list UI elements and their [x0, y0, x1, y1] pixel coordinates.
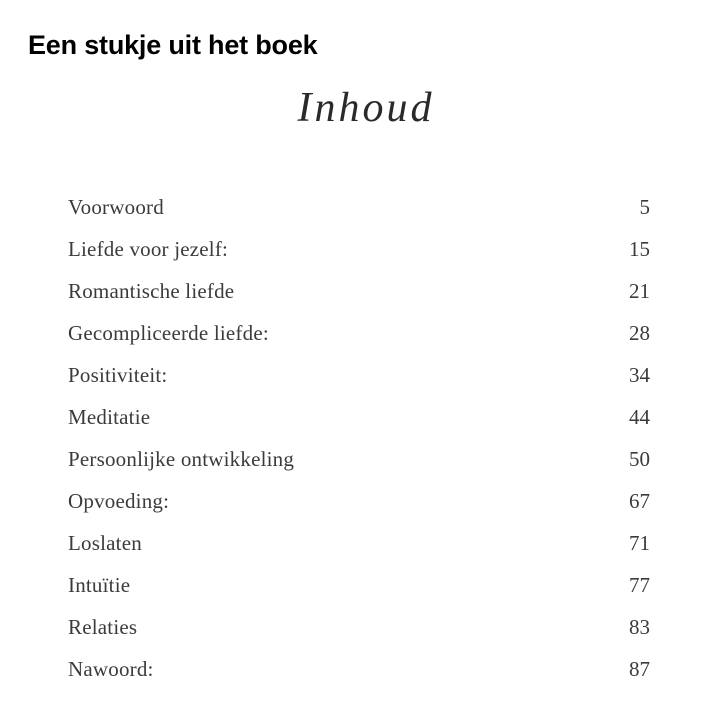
toc-entry: [68, 447, 650, 489]
toc-entry-label: Positiviteit:: [68, 363, 168, 387]
toc-entry: [68, 237, 650, 279]
toc-entry: [68, 195, 650, 237]
toc-entry-label: Gecompliceerde liefde:: [68, 321, 269, 345]
table-of-contents: [68, 195, 650, 699]
toc-entry: [68, 615, 650, 657]
toc-entry-label: Opvoeding:: [68, 489, 170, 513]
toc-entry-page: 71: [629, 531, 650, 555]
toc-entry: [68, 657, 650, 699]
toc-entry: [68, 573, 650, 615]
toc-entry-page: 87: [629, 657, 650, 681]
toc-entry: [68, 489, 650, 531]
toc-entry-page: 50: [629, 447, 650, 471]
toc-entry-label: Nawoord:: [68, 657, 154, 681]
toc-entry: [68, 363, 650, 405]
toc-entry-page: 34: [629, 363, 650, 387]
toc-entry-label: Intuïtie: [68, 573, 131, 597]
toc-entry: [68, 405, 650, 447]
toc-entry-page: 5: [639, 195, 650, 219]
toc-entry-page: 77: [629, 573, 650, 597]
toc-entry-page: 83: [629, 615, 650, 639]
toc-entry: [68, 321, 650, 363]
toc-entry-page: 15: [629, 237, 650, 261]
toc-entry-page: 67: [629, 489, 650, 513]
toc-entry: [68, 531, 650, 573]
toc-entry-label: Voorwoord: [68, 195, 164, 219]
toc-entry-label: Meditatie: [68, 405, 151, 429]
toc-entry-label: Liefde voor jezelf:: [68, 237, 229, 261]
toc-entry-page: 28: [629, 321, 650, 345]
toc-entry-page: 44: [629, 405, 650, 429]
toc-entry-page: 21: [629, 279, 650, 303]
toc-entry-label: Relaties: [68, 615, 138, 639]
toc-entry: [68, 279, 650, 321]
toc-entry-label: Persoonlijke ontwikkeling: [68, 447, 295, 471]
toc-title: Inhoud: [297, 85, 435, 131]
toc-entry-label: Loslaten: [68, 531, 142, 555]
page-heading: Een stukje uit het boek: [28, 30, 318, 60]
toc-entry-label: Romantische liefde: [68, 279, 235, 303]
